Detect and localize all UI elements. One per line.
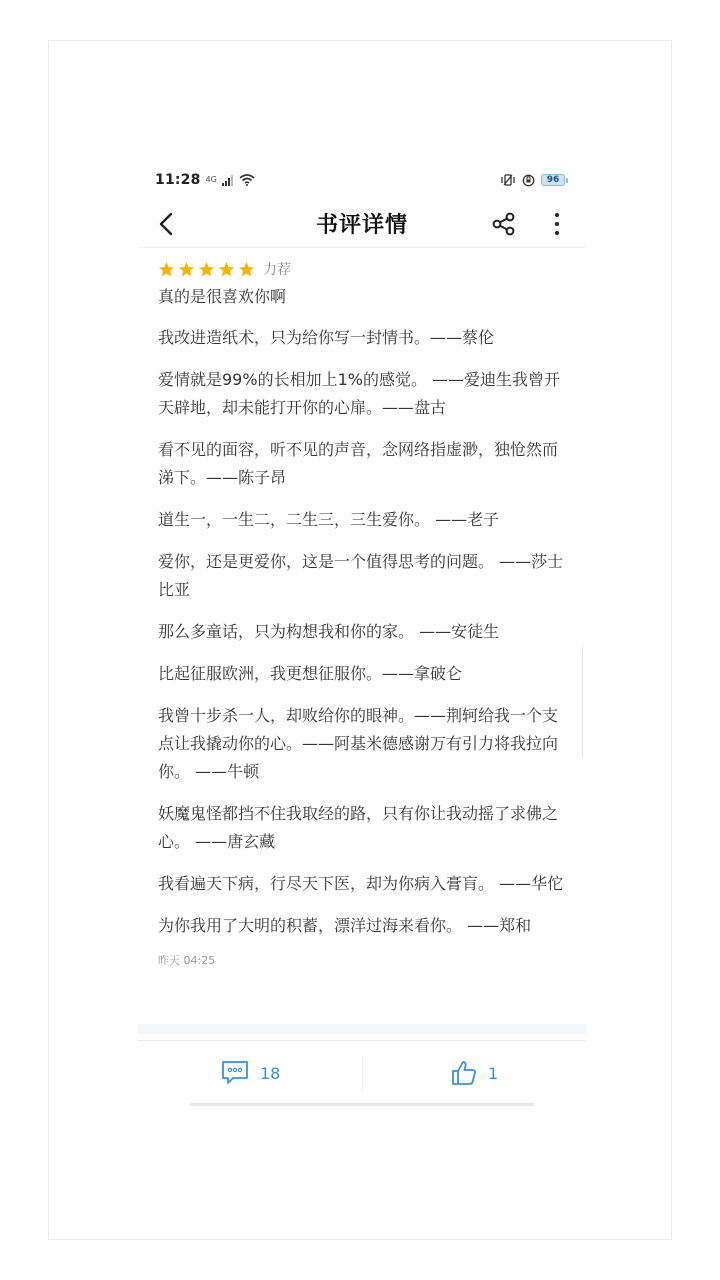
like-button[interactable] xyxy=(450,1053,498,1093)
section-separator xyxy=(138,1024,586,1034)
status-right xyxy=(500,174,568,187)
review-title: 真的是很喜欢你啊 xyxy=(158,287,287,306)
like-count: 1 xyxy=(488,1063,499,1083)
battery-tip xyxy=(566,178,568,183)
alarm-icon xyxy=(522,174,535,187)
review-paragraph: 爱情就是99%的长相加上1%的感觉。 ——爱迪生我曾开天辟地，却未能打开你的心扉。——盘古 xyxy=(158,370,561,417)
share-icon xyxy=(491,211,517,237)
star-icon xyxy=(158,261,175,278)
review-time: 昨天 04:25 xyxy=(158,954,216,967)
rating-row xyxy=(158,256,568,282)
signal-icon xyxy=(222,175,234,186)
review-paragraph: 妖魔鬼怪都挡不住我取经的路，只有你让我动摇了求佛之心。 ——唐玄藏 xyxy=(158,804,559,851)
back-button[interactable] xyxy=(150,208,182,240)
action-bar xyxy=(138,1040,586,1104)
review-content xyxy=(158,256,568,968)
star-icon xyxy=(198,261,215,278)
star-icon xyxy=(238,261,255,278)
review-paragraph: 道生一，一生二，二生三，三生爱你。 ——老子 xyxy=(158,510,500,529)
star-icon xyxy=(178,261,195,278)
review-paragraph: 那么多童话，只为构想我和你的家。 ——安徒生 xyxy=(158,622,500,641)
thumbs-up-icon xyxy=(450,1059,478,1087)
network-type: 4G xyxy=(205,175,217,184)
page-title: 书评详情 xyxy=(315,212,408,238)
side-handle xyxy=(582,646,586,758)
rating-label: 力荐 xyxy=(263,262,291,278)
review-paragraph: 我改进造纸术，只为给你写一封情书。——蔡伦 xyxy=(158,328,495,347)
status-time: 11:28 xyxy=(155,172,201,188)
share-button[interactable] xyxy=(486,206,522,242)
nav-bar xyxy=(138,200,586,248)
battery-indicator: 96 xyxy=(541,174,565,186)
more-button[interactable] xyxy=(542,206,572,242)
chevron-left-icon xyxy=(159,212,173,236)
wifi-icon xyxy=(239,174,255,186)
comment-count: 18 xyxy=(260,1063,281,1083)
review-paragraph: 爱你，还是更爱你，这是一个值得思考的问题。 ——莎士比亚 xyxy=(158,552,564,599)
comment-icon xyxy=(220,1059,250,1087)
vibrate-icon xyxy=(500,174,516,186)
status-left xyxy=(155,172,255,188)
review-paragraph: 比起征服欧洲，我更想征服你。——拿破仑 xyxy=(158,664,463,683)
review-paragraph: 我曾十步杀一人，却败给你的眼神。——荆轲给我一个支点让我撬动你的心。——阿基米德感谢万有引力将我拉向你。 ——牛顿 xyxy=(158,706,559,781)
phone-screen xyxy=(138,160,586,1120)
star-icon xyxy=(218,261,235,278)
status-bar xyxy=(138,160,586,200)
star-rating xyxy=(158,261,255,278)
more-vertical-icon xyxy=(554,212,560,236)
home-indicator xyxy=(190,1103,534,1106)
comment-button[interactable] xyxy=(220,1053,280,1093)
action-divider xyxy=(362,1055,363,1091)
review-paragraph: 我看遍天下病，行尽天下医，却为你病入膏肓。 ——华佗 xyxy=(158,874,564,893)
review-paragraph: 为你我用了大明的积蓄，漂洋过海来看你。 ——郑和 xyxy=(158,916,532,935)
review-paragraph: 看不见的面容，听不见的声音，念网络指虚渺，独怆然而涕下。——陈子昂 xyxy=(158,440,559,487)
